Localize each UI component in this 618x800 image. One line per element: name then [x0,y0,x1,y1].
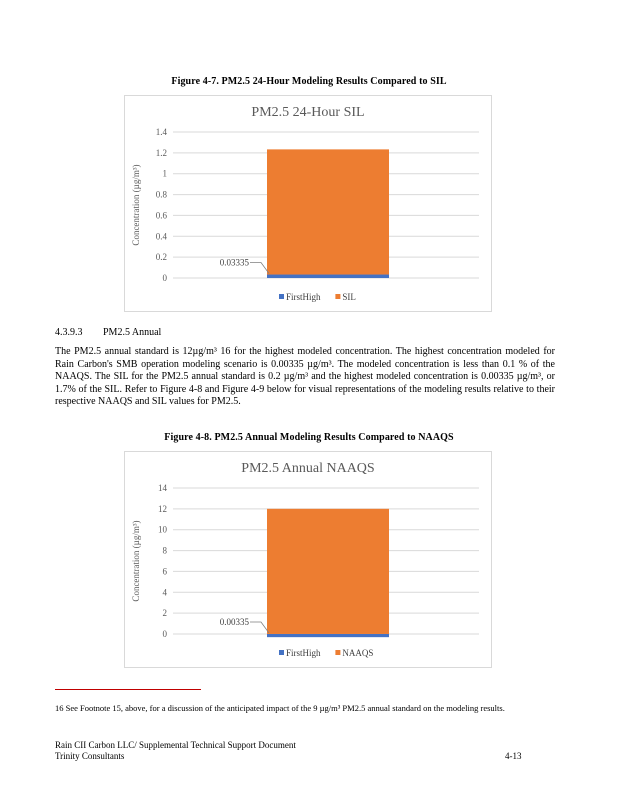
y-tick-label: 0.6 [155,210,167,221]
chart-pm25-annual-naaqs-svg [125,452,491,667]
y-tick-label: 0.4 [155,231,167,242]
figure-4-7-caption: Figure 4-7. PM2.5 24-Hour Modeling Results Compared to SIL [171,76,447,87]
footnote-divider [55,689,201,690]
page-footer [55,740,296,762]
data-label: 0.00335 [219,616,249,627]
y-tick-label: 1 [162,168,167,179]
y-axis-label: Concentration (µg/m³) [131,520,141,602]
figure-4-8-caption: Figure 4-8. PM2.5 Annual Modeling Results Compared to NAAQS [164,432,454,443]
chart-pm25-24hr-sil [124,95,492,312]
y-tick-label: 2 [162,608,167,619]
section-heading [55,327,161,338]
bar-firsthigh [267,275,389,278]
legend-label: FirstHigh [286,648,321,658]
y-tick-label: 1.2 [155,147,167,158]
chart-pm25-24hr-sil-svg [125,96,491,311]
y-tick-label: 0 [162,273,167,283]
y-tick-label: 1.4 [155,127,167,137]
bar-naaqs [267,509,389,634]
y-tick-label: 8 [162,545,167,556]
data-label-leader [250,263,269,274]
y-tick-label: 10 [158,524,167,535]
section-number: 4.3.9.3 [55,327,83,338]
chart-title: PM2.5 24-Hour SIL [251,105,365,120]
bar-firsthigh [267,634,389,637]
y-axis-label: Concentration (µg/m³) [131,164,141,246]
y-tick-label: 0.2 [155,252,167,263]
y-tick-label: 4 [162,587,167,598]
bar-sil [267,149,389,274]
chart-title: PM2.5 Annual NAAQS [241,461,375,476]
data-label-leader [250,622,269,633]
page-number: 4-13 [505,751,522,761]
legend-swatch [335,650,340,655]
y-tick-label: 12 [158,503,167,514]
legend-label: SIL [342,292,356,302]
legend-label: FirstHigh [286,292,321,302]
footer-company: Trinity Consultants [55,751,125,761]
section-title: PM2.5 Annual [103,327,162,338]
legend-label: NAAQS [342,648,374,658]
legend-swatch [279,650,284,655]
data-label: 0.03335 [219,257,249,268]
legend-swatch [279,294,284,299]
body-paragraph [55,346,555,409]
y-tick-label: 0 [162,629,167,639]
paragraph-text: The PM2.5 annual standard is 12µg/m³ 16 for the highest modeled concentration. The highest concentration modeled for Rain Carbon's SMB operation modeling scenario is 0.00335 µg/m³. The modeled concentration is less than 0.1 % of the NAAQS. The SIL for the PM2.5 annual standard is 0.2 µg/m³ and the highest modeled concentration is 0.00335 µg/m³, or 1.7% of the SIL. Refer to Figure 4-8 and Figure 4-9 below for visual representations of the modeling results relative to their respective NAAQS and SIL values for PM2.5. [55,346,555,407]
footer-document-title: Rain CII Carbon LLC/ Supplemental Technical Support Document [55,740,296,750]
footnote: 16 See Footnote 15, above, for a discussion of the anticipated impact of the 9 µg/m³ PM2.5 annual standard on the modeling results. [55,703,505,713]
y-tick-label: 0.8 [155,189,167,200]
y-tick-label: 14 [158,483,167,493]
chart-pm25-annual-naaqs [124,451,492,668]
y-tick-label: 6 [162,566,167,577]
legend-swatch [335,294,340,299]
